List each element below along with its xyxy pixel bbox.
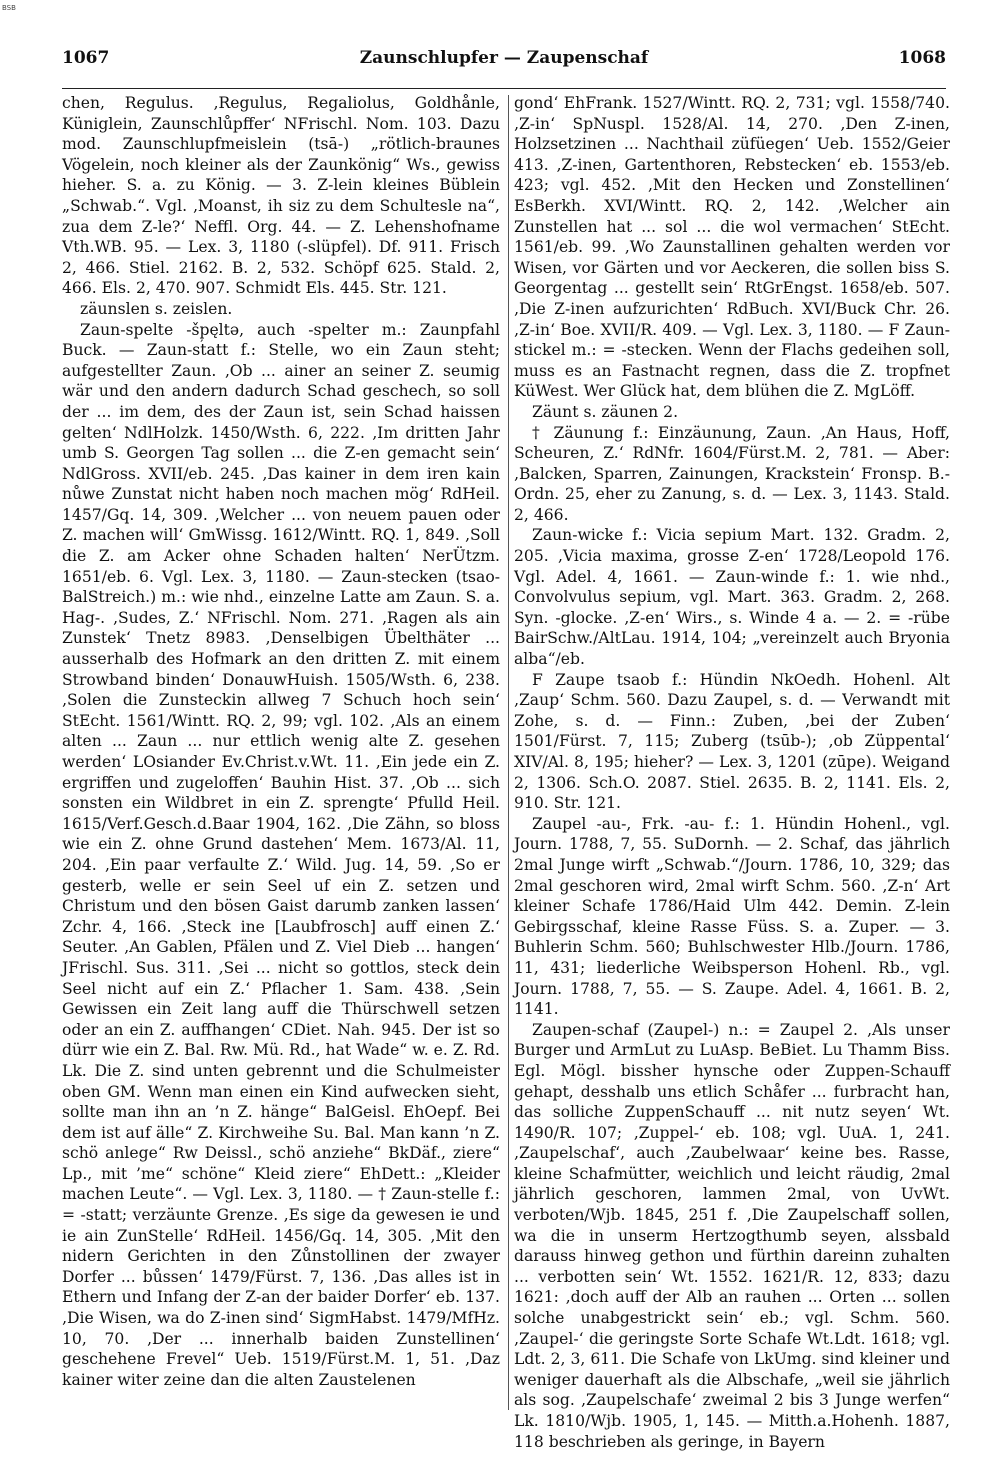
- entry-paragraph: chen, Regulus. ‚Regulus, Regaliolus, Goldhånle, Küniglein, Zaunschlůpffer‘ NFrischl. Nom. 103. Dazu mod. Zaunschlupfmeislein (tsā-) „rötlich-braunes Vögelein, noch kleiner als der Zaunkönig“ Ws., gewiss hieher. S. a. zu König. — 3. Z-lein kleines Büblein „Schwab.“. Vgl. ‚Moanst, ih siz zu dem Schultesle na“, zua dem Z-le?‘ Neffl. Org. 44. — Z. Lehenshofname Vth.WB. 95. — Lex. 3, 1180 (-slüpfel). Df. 911. Frisch 2, 466. Stiel. 2162. B. 2, 532. Schöpf 625. Stald. 2, 466. Els. 2, 470. 907. Schmidt Els. 445. Str. 121.: [62, 94, 500, 298]
- entry-paragraph: Zaun-wicke f.: Vicia sepium Mart. 132. Gradm. 2, 205. ‚Vicia maxima, grosse Z-en‘ 1728/Leopold 176. Vgl. Adel. 4, 1661. — Zaun-winde f.: 1. wie nhd., Convolvulus sepium, vgl. Mart. 363. Gradm. 2, 268. Syn. -glocke. ‚Z-en‘ Wirs., s. Winde 4 a. — 2. = -rübe BairSchw./AltLau. 1914, 104; „vereinzelt auch Bryonia alba“/eb.: [514, 526, 950, 669]
- entry-paragraph: Zäunt s. zäunen 2.: [532, 402, 679, 421]
- entry-paragraph: † Zäunung f.: Einzäunung, Zaun. ‚An Haus, Hoff, Scheuren, Z.‘ RdNfr. 1604/Fürst.M. 2, 781. — Aber: ‚Balcken, Sparren, Zainungen, Krackstein‘ Fronsp. B.-Ordn. 25, eher zu Zanung, s. d. — Lex. 3, 1143. Stald. 2, 466.: [514, 423, 950, 524]
- entry-paragraph: F Zaupe tsaob f.: Hündin NkOedh. Hohenl. Alt ‚Zaup‘ Schm. 560. Dazu Zaupel, s. d. — Verwandt mit Zohe, s. d. — Finn.: Zuben, ‚bei der Zuben‘ 1501/Fürst. 7, 115; Zuberg (tsūb-); ‚ob Züppental‘ XIV/Al. 8, 195; hieher? — Lex. 3, 1201 (zūpe). Weigand 2, 1306. Sch.O. 2087. Stiel. 2635. B. 2, 1141. Els. 2, 910. Str. 121.: [514, 670, 950, 813]
- entry-paragraph: Zaupel -au-, Frk. -au- f.: 1. Hündin Hohenl., vgl. Journ. 1788, 7, 55. SuDornh. — 2. Schaf, das jährlich 2mal Junge wirft „Schwab.“/Journ. 1786, 10, 329; das 2mal geschoren wird, 2mal wirft Schm. 560. ‚Z-n‘ Art kleiner Schafe 1786/Haid Ulm 442. Demin. Z-lein Gebirgsschaf, kleine Rasse Füss. S. a. Zuper. — 3. Buhlerin Schm. 560; Buhlschwester Hlb./Journ. 1786, 11, 431; liederliche Weibsperson Hohenl. Rb., vgl. Journ. 1788, 7, 55. — S. Zaupe. Adel. 4, 1661. B. 2, 1141.: [514, 814, 950, 1019]
- page-header: [62, 48, 946, 80]
- page-number-right: 1068: [898, 48, 946, 68]
- entry-paragraph: Zaupen-schaf (Zaupel-) n.: = Zaupel 2. ‚Als unser Burger und ArmLut zu LuAsp. BeBiet. Lu Thamm Biss. Egl. Mögl. bissher hynsche oder Zuppen-Schauff gehapt, desshalb uns etlich Schåfer ... furbracht han, das solliche ZuppenSchauff ... nit nutz seyen‘ Wt. 1490/R. 107; ‚Zuppel-‘ eb. 108; vgl. UuA. 1, 241. ‚Zaupelschaf‘, auch ‚Zaubelwaar‘ keine bes. Rasse, kleine Schafmütter, weichlich und leicht räudig, 2mal jährlich geschoren, lammen 2mal, von UvWt. verboten/Wjb. 1845, 251 f. ‚Die Zaupelschaff sollen, wa die in unserm Hertzogthumb seyen, alssbald darauss hinweg gethon und fürthin dareinn zuhalten ... verbotten sein‘ Wt. 1552. 1621/R. 12, 833; dazu 1621: ‚doch auff der Alb an rauhen ... Orten ... sollen solche unabgestrickt sein‘ eb.; vgl. Schm. 560. ‚Zaupel-‘ die geringste Sorte Schafe Wt.Ldt. 1618; vgl. Ldt. 2, 3, 611. Die Schafe von LkUmg. sind kleiner und weniger dauerhaft als die Albschafe, „weil sie jährlich als sog. ‚Zaupelschafe‘ zweimal 2 bis 3 Junge werfen“ Lk. 1810/Wjb. 1905, 1, 145. — Mitth.a.Hohenh. 1887, 118 beschrieben als geringe, in Bayern: [514, 1020, 950, 1451]
- entry-paragraph: gond‘ EhFrank. 1527/Wintt. RQ. 2, 731; vgl. 1558/740. ‚Z-in‘ SpNuspl. 1528/Al. 14, 270. ‚Den Z-inen, Holzsetzinen ... Nachthail züfüegen‘ Ueb. 1552/Geier 413. ‚Z-inen, Gartenthoren, Rebstecken‘ eb. 1553/eb. 423; vgl. 452. ‚Mit den Hecken und Zonstellinen‘ EsBerkh. XVI/Wintt. RQ. 2, 142. ‚Welcher ain Zunstellen hat ... sol ... die wol vermachen‘ StEcht. 1561/eb. 99. ‚Wo Zaunstallinen gehalten werden vor Wisen, vor Gärten und vor Aeckeren, die sollen biss S. Georgentag ... gestellt sein‘ RtGrEngst. 1658/eb. 507. ‚Die Z-inen aufzurichten‘ RdBuch. XVI/Buck Chr. 26. ‚Z-in‘ Boe. XVII/R. 409. — Vgl. Lex. 3, 1180. — F Zaun-stickel m.: = -stecken. Wenn der Flachs gedeihen soll, muss es an Fastnacht regnen, dass die Z. tropfnet KüWest. Wer Glück hat, dem blühen die Z. MgLöff.: [514, 94, 950, 401]
- entry-paragraph: Zaun-spelte -šp̦ęltǝ, auch -spelter m.: Zaunpfahl Buck. — Zaun-statt f.: Stelle, wo ein Zaun steht; aufgestellter Zaun. ‚Ob ... ainer an seiner Z. seumig wär und den andern dadurch Schad geschech, so soll der ... im dem, des der Zaun ist, sein Schad haissen gelten‘ NdlHolzk. 1450/Wsth. 6, 222. ‚Im dritten Jahr umb S. Georgen Tag sollen ... die Z-en gemacht sein‘ NdlGross. XVII/eb. 245. ‚Das kainer in dem iren kain nůwe Zunstat nicht haben noch machen mög‘ RdHeil. 1457/Gq. 14, 309. ‚Welcher ... von neuem pauen oder Z. machen will‘ GmWissg. 1612/Wintt. RQ. 1, 849. ‚Soll die Z. am Acker ohne Schaden halten‘ NerÜtzm. 1651/eb. 6. Vgl. Lex. 3, 1180. — Zaun-stecken (tsao- BalStreich.) m.: wie nhd., einzelne Latte am Zaun. S. a. Hag-. ‚Sudes, Z.‘ NFrischl. Nom. 271. ‚Ragen als ain Zunstek‘ Tnetz 8983. ‚Denselbigen Übelthäter ... ausserhalb des Hofmark an den dritten Z. mit einem Strowband binden‘ DonauwHuish. 1505/Wsth. 6, 238. ‚Solen die Zunsteckin allweg 7 Schuch hoch sein‘ StEcht. 1561/Wintt. RQ. 2, 99; vgl. 102. ‚Als an einem alten ... Zaun ... nur ettlich wenig alte Z. gesehen werden‘ LOsiander Ev.Christ.v.Wt. 11. ‚Ein jede ein Z. ergriffen und zugeloffen‘ Bauhin Hist. 37. ‚Ob ... sich sonsten ein Wildbret in ein Z. sprengte‘ Pfulld Heil. 1615/Verf.Gesch.d.Baar 1904, 162. ‚Die Zähn, so bloss wie ein Z. ohne Grund dastehen‘ Mem. 1673/Al. 11, 204. ‚Ein paar verfaulte Z.‘ Wild. Jug. 14, 59. ‚So er gesterb, welle er sein Seel uf ein Z. setzen und Christum und den bösen Gaist darumb zanken lassen‘ Zchr. 4, 166. ‚Steck ine [Laubfrosch] auff einen Z.‘ Seuter. ‚An Gablen, Pfälen und Z. Viel Dieb ... hangen‘ JFrischl. Sus. 311. ‚Sei ... nicht so gottlos, steck dein Seel nicht auf ein Z.‘ Pflacher 1. Sam. 438. ‚Sein Gewissen ein Zeit lang auff die Thürschwell setzen oder an ein Z. auffhangen‘ CDiet. Nah. 945. Der ist so dürr wie ein Z. Bal. Rw. Mü. Rd., hat Wade“ w. e. Z. Rd. Lk. Die Z. sind unten gebrennt und die Schulmeister oben GM. Wenn man einen ein Kind aufwecken sieht, sollte man ihn an ’n Z. hänge“ BalGeisl. EhOepf. Bei dem ist auf älle“ Z. Kirchweihe Su. Bal. Man kann ’n Z. schö anlege“ Rw Deissl., schö anziehe“ BkDäf., ziere“ Lp., mit ’me“ schöne“ Kleid ziere“ EhDett.: „Kleider machen Leute“. — Vgl. Lex. 3, 1180. — † Zaun-stelle f.: = -statt; verzäunte Grenze. ‚Es sige da gewesen ie und ie ain ZunStelle‘ RdHeil. 1456/Gq. 14, 305. ‚Mit den nidern Gerichten in den Zůnstollinen der zwayer Dorfer ... bůssen‘ 1479/Fürst. 7, 136. ‚Das alles ist in Ethern und Infang der Z-an der baider Dorfer‘ eb. 137. ‚Die Wisen, wa do Z-inen sind‘ SigmHabst. 1479/MfHz. 10, 70. ‚Der ... innerhalb baiden Zunstellinen‘ geschehene Frevel“ Ueb. 1519/Fürst.M. 1, 51. ‚Daz kainer witer zeine dan die alten Zaustelenen: [62, 320, 500, 1389]
- left-column: [62, 93, 500, 1413]
- column-divider: [508, 95, 509, 1410]
- right-column: [514, 93, 950, 1451]
- entry-paragraph: zäunslen s. zeislen.: [80, 299, 233, 318]
- running-title: Zaunschlupfer — Zaupenschaf: [359, 48, 649, 68]
- page-number-left: 1067: [62, 48, 110, 68]
- header-rule: [62, 88, 946, 89]
- library-stamp: BSB: [2, 4, 16, 12]
